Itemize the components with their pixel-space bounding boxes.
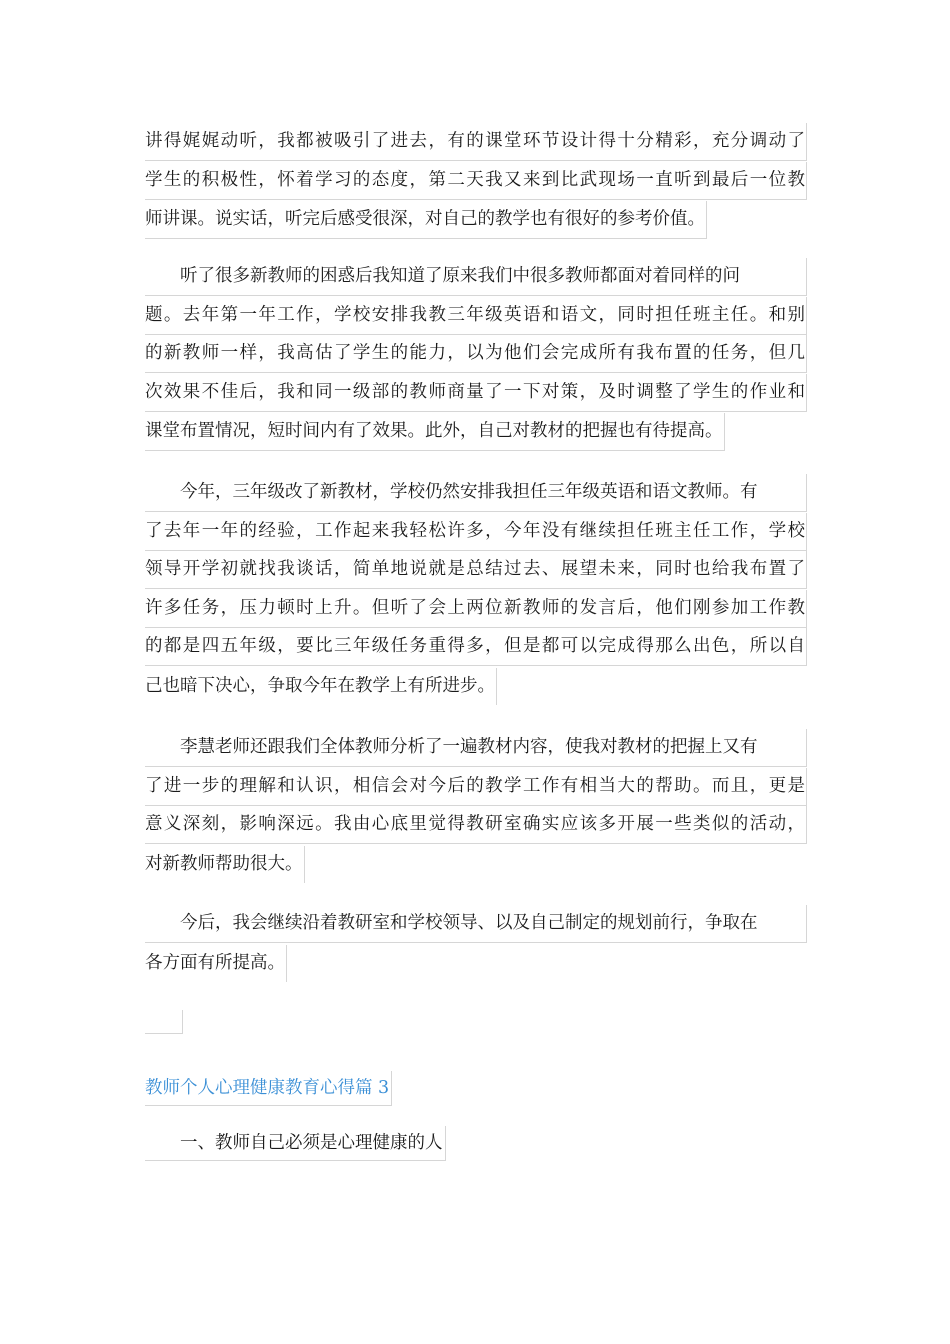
text-line: 讲得娓娓动听，我都被吸引了进去，有的课堂环节设计得十分精彩，充分调动了 [145, 123, 807, 162]
text-line: 己也暗下决心，争取今年在教学上有所进步。 [145, 667, 807, 706]
section-heading: 教师个人心理健康教育心得篇 3 [145, 1071, 392, 1105]
text-line: 的新教师一样，我高估了学生的能力，以为他们会完成所有我布置的任务，但几 [145, 335, 807, 374]
text-line: 听了很多新教师的困惑后我知道了原来我们中很多教师都面对着同样的问 [145, 258, 807, 297]
text-line: 今后，我会继续沿着教研室和学校领导、以及自己制定的规划前行，争取在 [145, 905, 807, 944]
text-line: 意义深刻，影响深远。我由心底里觉得教研室确实应该多开展一些类似的活动， [145, 806, 807, 845]
paragraph-5 [145, 905, 807, 982]
text-line: 次效果不佳后，我和同一级部的教师商量了一下对策，及时调整了学生的作业和 [145, 374, 807, 413]
text-line: 对新教师帮助很大。 [145, 845, 807, 884]
subheading: 一、教师自己必须是心理健康的人 [145, 1126, 446, 1160]
text-line: 的都是四五年级，要比三年级任务重得多，但是都可以完成得那么出色，所以自 [145, 628, 807, 667]
paragraph-2 [145, 258, 807, 451]
text-line: 李慧老师还跟我们全体教师分析了一遍教材内容，使我对教材的把握上又有 [145, 729, 807, 768]
text-line: 各方面有所提高。 [145, 944, 807, 983]
text-line: 领导开学初就找我谈话，简单地说就是总结过去、展望未来，同时也给我布置了 [145, 551, 807, 590]
text-line: 师讲课。说实话，听完后感受很深，对自己的教学也有很好的参考价值。 [145, 200, 807, 239]
text-line: 题。去年第一年工作，学校安排我教三年级英语和语文，同时担任班主任。和别 [145, 297, 807, 336]
text-line: 今年，三年级改了新教材，学校仍然安排我担任三年级英语和语文教师。有 [145, 474, 807, 513]
paragraph-1 [145, 123, 807, 239]
text-line: 了进一步的理解和认识，相信会对今后的教学工作有相当大的帮助。而且，更是 [145, 768, 807, 807]
text-line: 了去年一年的经验，工作起来我轻松许多，今年没有继续担任班主任工作，学校 [145, 513, 807, 552]
text-line: 课堂布置情况，短时间内有了效果。此外，自己对教材的把握也有待提高。 [145, 412, 807, 451]
empty-text-block [145, 1010, 183, 1034]
paragraph-4 [145, 729, 807, 883]
text-line: 学生的积极性，怀着学习的态度，第二天我又来到比武现场一直听到最后一位教 [145, 162, 807, 201]
paragraph-3 [145, 474, 807, 705]
text-line: 许多任务，压力顿时上升。但听了会上两位新教师的发言后，他们刚参加工作教 [145, 590, 807, 629]
